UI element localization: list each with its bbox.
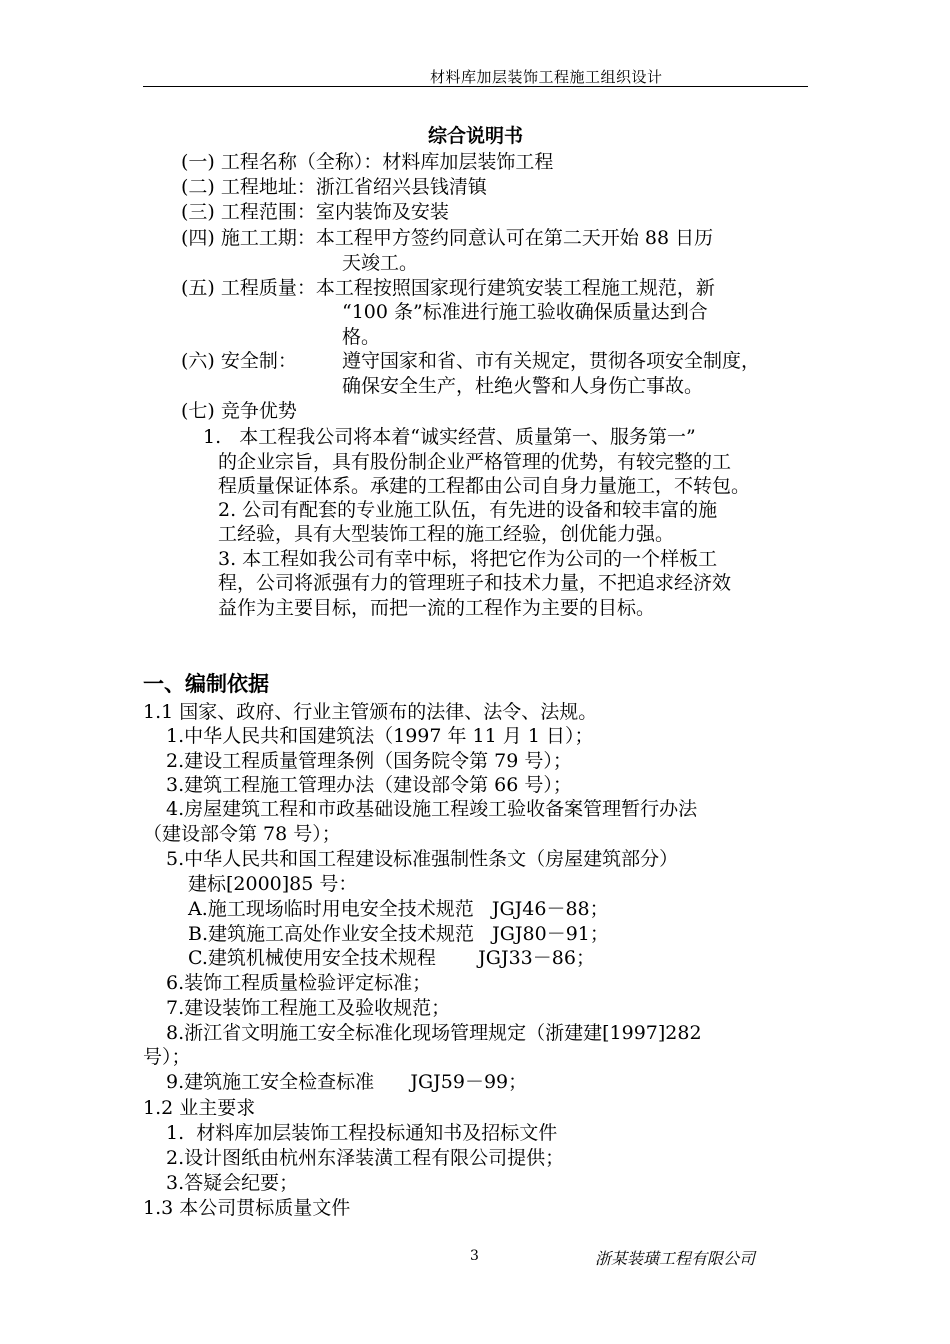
- summary-item: 工经验，具有大型装饰工程的施工经验，创优能力强。: [218, 523, 675, 545]
- summary-item: 天竣工。: [342, 252, 419, 274]
- summary-item: 遵守国家和省、市有关规定，贯彻各项安全制度，: [342, 350, 761, 372]
- summary-item: 益作为主要目标，而把一流的工程作为主要的目标。: [218, 597, 656, 619]
- summary-item: (五) 工程质量：本工程按照国家现行建筑安装工程施工规范，新: [181, 277, 715, 299]
- basis-line: 5.中华人民共和国工程建设标准强制性条文（房屋建筑部分）: [166, 848, 679, 870]
- summary-item: “100 条”标准进行施工验收确保质量达到合: [342, 301, 708, 323]
- running-header: 材料库加层装饰工程施工组织设计: [430, 68, 663, 86]
- summary-item: 1. 本工程我公司将本着“诚实经营、质量第一、服务第一”: [203, 426, 696, 448]
- basis-line: 4.房屋建筑工程和市政基础设施工程竣工验收备案管理暂行办法: [166, 798, 698, 820]
- summary-item: 2. 公司有配套的专业施工队伍，有先进的设备和较丰富的施: [218, 499, 718, 521]
- summary-title: 综合说明书: [428, 125, 524, 147]
- basis-line: 2.建设工程质量管理条例（国务院令第 79 号）；: [166, 750, 572, 772]
- summary-item: 程，公司将派强有力的管理班子和技术力量，不把追求经济效: [218, 572, 732, 594]
- summary-item: 程质量保证体系。承建的工程都由公司自身力量施工，不转包。: [218, 475, 751, 497]
- basis-line: （建设部令第 78 号）；: [143, 823, 341, 845]
- basis-line: 3.建筑工程施工管理办法（建设部令第 66 号）；: [166, 774, 572, 796]
- summary-item: (一) 工程名称（全称）：材料库加层装饰工程: [181, 151, 554, 173]
- basis-line: 建标[2000]85 号：: [188, 873, 358, 895]
- basis-line: 1. 材料库加层装饰工程投标通知书及招标文件: [166, 1122, 558, 1144]
- basis-line: B.建筑施工高处作业安全技术规范 JGJ80－91；: [188, 923, 609, 945]
- basis-line: 1.2 业主要求: [143, 1097, 256, 1119]
- basis-line: A.施工现场临时用电安全技术规范 JGJ46－88；: [188, 898, 609, 920]
- basis-line: 1.1 国家、政府、行业主管颁布的法律、法令、法规。: [143, 701, 598, 723]
- header-rule: [143, 86, 808, 87]
- basis-line: 8.浙江省文明施工安全标准化现场管理规定（浙建建[1997]282: [166, 1022, 702, 1044]
- summary-item: 的企业宗旨，具有股份制企业严格管理的优势，有较完整的工: [218, 451, 732, 473]
- summary-item: (六) 安全制：: [181, 350, 297, 372]
- basis-line: C.建筑机械使用安全技术规程 JGJ33－86；: [188, 947, 595, 969]
- page-number: 3: [470, 1248, 479, 1264]
- basis-line: 6.装饰工程质量检验评定标准；: [166, 972, 432, 994]
- basis-line: 7.建设装饰工程施工及验收规范；: [166, 997, 451, 1019]
- basis-line: 9.建筑施工安全检查标准 JGJ59－99；: [166, 1071, 528, 1093]
- basis-line: 3.答疑会纪要；: [166, 1172, 299, 1194]
- summary-item: 格。: [342, 326, 381, 348]
- section-heading: 一、编制依据: [143, 671, 269, 696]
- basis-line: 2.设计图纸由杭州东泽装潢工程有限公司提供；: [166, 1147, 565, 1169]
- summary-item: (三) 工程范围：室内装饰及安装: [181, 201, 449, 223]
- summary-item: 确保安全生产，杜绝火警和人身伤亡事故。: [342, 375, 704, 397]
- summary-item: 3. 本工程如我公司有幸中标，将把它作为公司的一个样板工: [218, 548, 718, 570]
- basis-line: 1.3 本公司贯标质量文件: [143, 1197, 351, 1219]
- summary-item: (二) 工程地址：浙江省绍兴县钱清镇: [181, 176, 487, 198]
- footer-company: 浙某装璜工程有限公司: [595, 1249, 756, 1268]
- basis-line: 号）；: [143, 1046, 191, 1068]
- summary-item: (七) 竞争优势: [181, 400, 297, 422]
- basis-line: 1.中华人民共和国建筑法（1997 年 11 月 1 日）；: [166, 725, 594, 747]
- summary-item: (四) 施工工期：本工程甲方签约同意认可在第二天开始 88 日历: [181, 227, 714, 249]
